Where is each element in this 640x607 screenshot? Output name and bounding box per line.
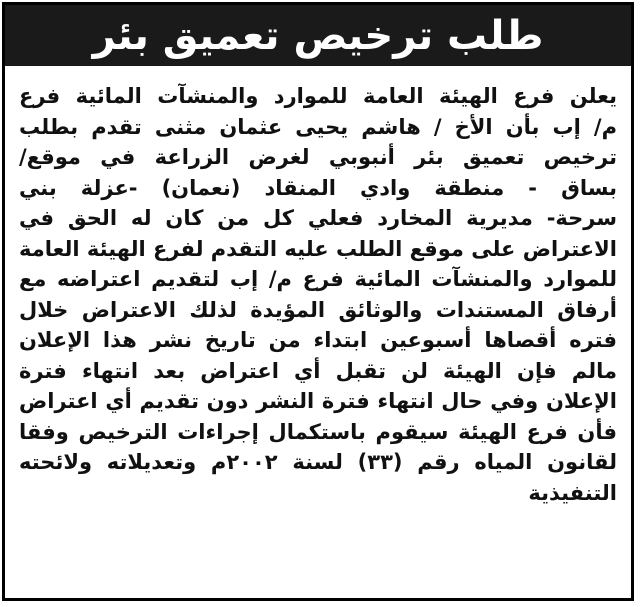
notice-title: طلب ترخيص تعميق بئر — [92, 12, 544, 59]
title-bar — [5, 5, 631, 66]
body-line: م/ إب بأن الأخ / هاشم يحيى عثمان مثنى تقدم بطلب — [19, 114, 617, 139]
body-line: ترخيص تعميق بئر أنبوبي لغرض الزراعة في موقع/ — [19, 145, 617, 169]
body-line: يعلن فرع الهيئة العامة للموارد والمنشآت المائية فرع — [19, 84, 617, 108]
body-line: فتره أقصاها أسبوعين ابتداء من تاريخ نشر هذا الإعلان — [19, 328, 617, 352]
body-line: بساق - منطقة وادي المنقاد (نعمان) -عزلة بني — [19, 175, 617, 200]
body-line: الاعتراض على موقع الطلب عليه التقدم لفرع الهيئة العامة — [19, 236, 617, 261]
body-line: للموارد والمنشآت المائية فرع م/ إب لتقديم اعتراضه مع — [19, 267, 617, 291]
body-line: مالم فإن الهيئة لن تقبل أي اعتراض بعد انتهاء فترة — [19, 358, 617, 383]
body-line-last: التنفيذية — [528, 480, 617, 505]
body-line: سرحة- مديرية المخارد فعلي كل من كان له الحق في — [19, 206, 617, 230]
body-line: لقانون المياه رقم (٣٣) لسنة ٢٠٠٢م وتعديلاته ولائحته — [19, 450, 617, 474]
body-line: فأن فرع الهيئة سيقوم باستكمال إجراءات الترخيص وفقا — [19, 419, 617, 444]
notice-box — [2, 2, 634, 601]
body-line: الإعلان وفي حال انتهاء فترة النشر دون تقديم أي اعتراض — [19, 389, 617, 413]
body-line: أرفاق المستندات والوثائق المؤيدة لذلك الاعتراض خلال — [19, 297, 617, 322]
notice-body — [19, 81, 617, 508]
